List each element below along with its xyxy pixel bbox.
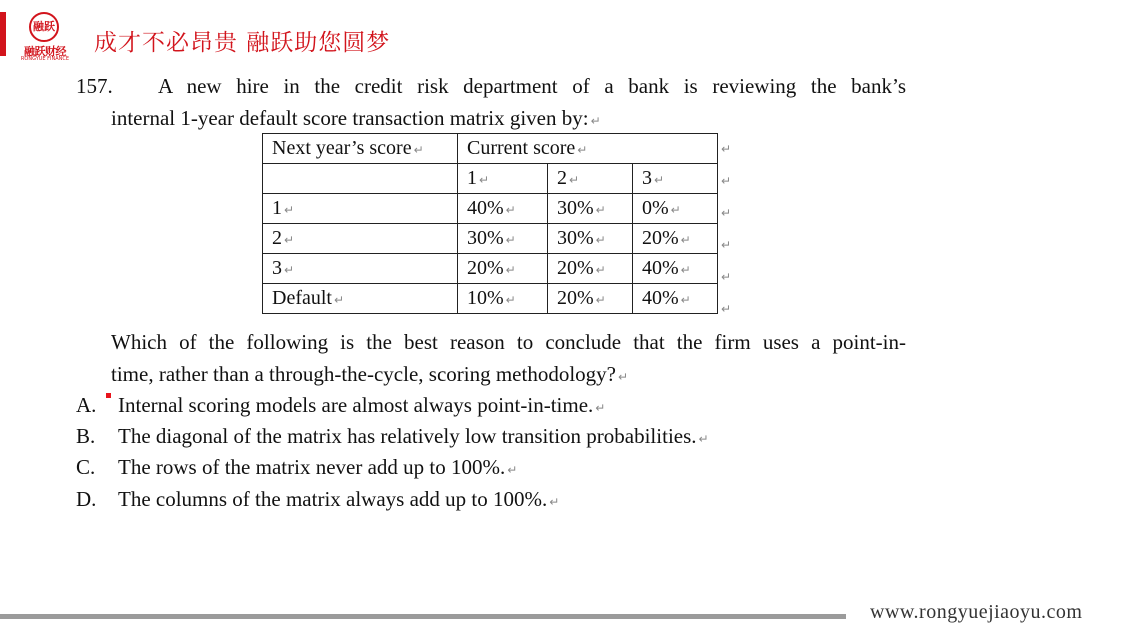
option-b[interactable] — [76, 424, 709, 449]
value-cell — [633, 254, 718, 284]
question-text-line-1: A new hire in the credit risk department of a bank is reviewing the bank’s — [158, 74, 906, 98]
row-label-cell — [263, 194, 458, 224]
paragraph-mark: ↵ — [680, 233, 691, 247]
header-slogan: 成才不必昂贵 融跃助您圆梦 — [94, 30, 391, 56]
transition-matrix-table — [262, 133, 718, 314]
table-row-end-marks — [721, 133, 733, 325]
table-row — [263, 284, 718, 314]
cell-value: 30% — [467, 227, 504, 249]
row-label-cell — [263, 254, 458, 284]
logo-emblem: 融跃 — [29, 12, 59, 42]
row-end-mark: ↵ — [721, 206, 732, 220]
column-label-cell — [458, 164, 548, 194]
cell-value: 40% — [467, 197, 504, 219]
row-label-cell — [263, 224, 458, 254]
question-text-line-2 — [111, 106, 601, 131]
row-end-mark: ↵ — [721, 238, 732, 252]
footer-divider — [0, 614, 846, 619]
column-label-cell — [633, 164, 718, 194]
option-c[interactable] — [76, 455, 517, 480]
value-cell — [548, 284, 633, 314]
paragraph-mark: ↵ — [595, 263, 606, 277]
paragraph-mark: ↵ — [595, 203, 606, 217]
paragraph-mark: ↵ — [284, 233, 295, 247]
row-label: Default — [272, 287, 332, 309]
paragraph-mark: ↵ — [333, 293, 345, 307]
table-row — [263, 254, 718, 284]
paragraph-mark: ↵ — [569, 173, 580, 187]
value-cell — [633, 284, 718, 314]
value-cell — [633, 224, 718, 254]
value-cell — [458, 254, 548, 284]
value-cell — [458, 284, 548, 314]
paragraph-mark: ↵ — [595, 401, 606, 415]
paragraph-mark: ↵ — [505, 263, 516, 277]
column-header-cell — [458, 134, 718, 164]
paragraph-mark: ↵ — [618, 370, 629, 384]
paragraph-mark: ↵ — [413, 143, 424, 157]
row-label-cell — [263, 284, 458, 314]
brand-accent-bar — [0, 12, 6, 56]
option-d[interactable] — [76, 487, 559, 512]
option-letter: A. — [76, 393, 97, 417]
table-row — [263, 194, 718, 224]
question-stem-line-2-content: time, rather than a through-the-cycle, scoring methodology? — [111, 362, 616, 386]
row-label: 2 — [272, 227, 282, 249]
footer-website-url: www.rongyuejiaoyu.com — [870, 601, 1083, 623]
cell-value: 40% — [642, 287, 679, 309]
paragraph-mark: ↵ — [284, 203, 295, 217]
table-subheader-row — [263, 164, 718, 194]
empty-cell — [263, 164, 458, 194]
paragraph-mark: ↵ — [505, 203, 516, 217]
option-a[interactable] — [76, 393, 605, 418]
company-logo — [18, 12, 72, 64]
row-end-mark: ↵ — [721, 270, 732, 284]
paragraph-mark: ↵ — [505, 293, 516, 307]
question-number: 157. — [76, 74, 113, 98]
column-label-cell — [548, 164, 633, 194]
row-label: 1 — [272, 197, 282, 219]
column-label: 1 — [467, 167, 477, 189]
row-end-mark: ↵ — [721, 174, 732, 188]
option-letter: C. — [76, 455, 96, 479]
option-letter: D. — [76, 487, 97, 511]
paragraph-mark: ↵ — [549, 495, 560, 509]
cell-value: 20% — [467, 257, 504, 279]
value-cell — [458, 194, 548, 224]
column-header-label: Current score — [467, 137, 576, 159]
paragraph-mark: ↵ — [654, 173, 665, 187]
paragraph-mark: ↵ — [507, 463, 518, 477]
value-cell — [548, 224, 633, 254]
row-header-label: Next year’s score — [272, 137, 412, 159]
table-header-row — [263, 134, 718, 164]
paragraph-mark: ↵ — [595, 233, 606, 247]
value-cell — [458, 224, 548, 254]
column-label: 3 — [642, 167, 652, 189]
cell-value: 40% — [642, 257, 679, 279]
logo-chinese-name: 融跃财经 — [24, 45, 66, 58]
value-cell — [548, 254, 633, 284]
question-text-line-2-content: internal 1-year default score transaction matrix given by: — [111, 106, 589, 130]
logo-english-name: RONGYUE FINANCE — [20, 56, 70, 62]
row-end-mark: ↵ — [721, 142, 732, 156]
cell-value: 20% — [642, 227, 679, 249]
cell-value: 20% — [557, 257, 594, 279]
question-stem-line-1: Which of the following is the best reason to conclude that the firm uses a point-in- — [111, 330, 906, 354]
paragraph-mark: ↵ — [670, 203, 681, 217]
paragraph-mark: ↵ — [680, 263, 691, 277]
value-cell — [548, 194, 633, 224]
option-letter: B. — [76, 424, 96, 448]
table-row — [263, 224, 718, 254]
value-cell — [633, 194, 718, 224]
paragraph-mark: ↵ — [698, 432, 709, 446]
option-text: The columns of the matrix always add up to 100%. — [118, 487, 548, 511]
paragraph-mark: ↵ — [284, 263, 295, 277]
option-text: Internal scoring models are almost always point-in-time. — [118, 393, 594, 417]
column-label: 2 — [557, 167, 567, 189]
paragraph-mark: ↵ — [590, 114, 601, 128]
row-end-mark: ↵ — [721, 302, 732, 316]
cell-value: 30% — [557, 227, 594, 249]
cell-value: 20% — [557, 287, 594, 309]
cell-value: 0% — [642, 197, 669, 219]
paragraph-mark: ↵ — [595, 293, 606, 307]
cell-value: 30% — [557, 197, 594, 219]
option-text: The diagonal of the matrix has relatively low transition probabilities. — [118, 424, 697, 448]
paragraph-mark: ↵ — [505, 233, 516, 247]
paragraph-mark: ↵ — [479, 173, 490, 187]
paragraph-mark: ↵ — [577, 143, 588, 157]
option-text: The rows of the matrix never add up to 100%. — [118, 455, 506, 479]
paragraph-mark: ↵ — [680, 293, 691, 307]
question-stem-line-2 — [111, 362, 628, 387]
row-label: 3 — [272, 257, 282, 279]
row-header-cell — [263, 134, 458, 164]
cell-value: 10% — [467, 287, 504, 309]
